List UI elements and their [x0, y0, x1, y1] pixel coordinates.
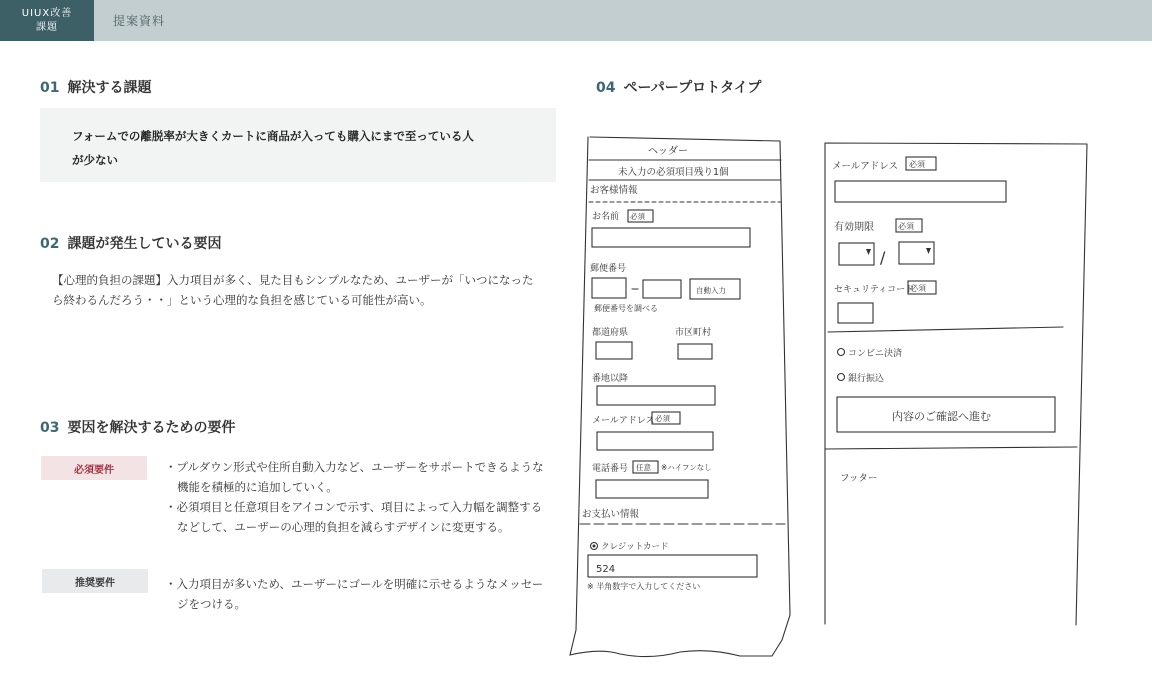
- recommended-badge: 推奨要件: [42, 569, 148, 593]
- category-tag: [0, 0, 94, 41]
- section-04-number: 04: [596, 80, 616, 96]
- sketch-required-tag-text: 必須: [655, 414, 670, 423]
- category-tag-line2: 課題: [36, 21, 58, 33]
- section-01-title: 解決する課題: [67, 80, 152, 96]
- sketch-radio: [838, 349, 845, 356]
- sketch-radio: [838, 374, 845, 381]
- sketch-optional-tag-text: 任意: [636, 463, 651, 472]
- sketch-bank-label: 銀行振込: [848, 374, 885, 384]
- paper-prototype-sketch: [566, 130, 1096, 665]
- sketch-address-field: [597, 386, 715, 405]
- sketch-no-hyphen-note: ※ハイフンなし: [661, 463, 712, 472]
- sketch-postal-field: [643, 280, 681, 298]
- sketch-half-width-note: ※ 半角数字で入力してください: [587, 582, 701, 591]
- sketch-slash: /: [880, 248, 886, 267]
- sketch-city-label: 市区町村: [675, 328, 712, 338]
- sketch-canvas: [566, 130, 1096, 665]
- right-sheet-outline: [825, 143, 1087, 625]
- dropdown-arrow-icon: [926, 248, 931, 254]
- required-item: ・プルダウン形式や住所自動入力など、ユーザーをサポートできるような機能を積極的に追加していく。: [165, 460, 544, 494]
- sketch-required-tag-text: 必須: [909, 160, 925, 169]
- sketch-city-field: [678, 344, 712, 359]
- sketch-radio-dot: [593, 545, 596, 548]
- required-badge: 必須要件: [41, 456, 147, 480]
- section-04-heading: [596, 77, 761, 97]
- sketch-postal-lookup: 郵便番号を調べる: [594, 304, 658, 313]
- required-list: [165, 457, 545, 537]
- sketch-name-label: お名前: [592, 212, 620, 222]
- sketch-email-field: [597, 432, 713, 450]
- sketch-phone-label: 電話番号: [592, 464, 629, 474]
- document-title: 提案資料: [113, 14, 166, 28]
- sketch-card-value: 524: [596, 564, 616, 575]
- sketch-header: ヘッダー: [648, 146, 688, 157]
- section-04-title: ペーパープロトタイプ: [623, 80, 762, 96]
- recommended-list: [165, 574, 545, 614]
- section-02-heading: [40, 233, 221, 253]
- sketch-security-label: セキュリティコード: [834, 285, 915, 295]
- sketch-required-tag-text: 必須: [630, 212, 645, 221]
- sketch-credit-card-label: クレジットカード: [601, 542, 669, 552]
- problem-box: [40, 108, 556, 182]
- sketch-required-tag-text: 必須: [910, 284, 926, 293]
- sketch-name-field: [592, 228, 750, 247]
- section-01-number: 01: [40, 80, 60, 96]
- divider: [828, 327, 1063, 332]
- sketch-payment-section: お支払い情報: [582, 509, 640, 520]
- sketch-security-field: [838, 303, 873, 323]
- sketch-r-email-label: メールアドレス: [832, 161, 899, 172]
- sketch-email-label: メールアドレス: [592, 416, 655, 426]
- problem-text-line1: フォームでの離脱率が大きくカートに商品が入っても購入にまで至っている人: [72, 129, 474, 143]
- problem-text-line2: が少ない: [72, 153, 118, 167]
- section-03-heading: [40, 417, 235, 437]
- section-03-title: 要因を解決するための要件: [67, 420, 236, 436]
- sketch-prefecture-label: 都道府県: [592, 328, 629, 338]
- section-03-number: 03: [40, 420, 60, 436]
- sketch-confirm-button-text: 内容のご確認へ進む: [892, 410, 991, 423]
- sketch-auto-input-text: 自動入力: [696, 286, 726, 295]
- sketch-address-label: 番地以降: [592, 374, 629, 384]
- sketch-r-email-field: [835, 181, 1006, 202]
- top-bar: [0, 0, 1152, 41]
- sketch-postal-label: 郵便番号: [590, 264, 627, 274]
- cause-text: [52, 270, 562, 310]
- sketch-customer-section: お客様情報: [590, 185, 638, 196]
- cause-text-line1: 【心理的負担の課題】入力項目が多く、見た目もシンプルなため、ユーザーが「いつになった: [52, 273, 534, 287]
- sketch-footer-label: フッター: [840, 473, 878, 484]
- sketch-required-tag-text: 必須: [898, 222, 914, 231]
- section-02-number: 02: [40, 236, 60, 252]
- sketch-convenience-label: コンビニ決済: [848, 349, 903, 359]
- section-02-title: 課題が発生している要因: [67, 236, 222, 252]
- required-item: ・必須項目と任意項目をアイコンで示す、項目によって入力幅を調整するなどして、ユーザーの心理的負担を減らすデザインに変更する。: [165, 500, 543, 534]
- recommended-item: ・入力項目が多いため、ユーザーにゴールを明確に示せるようなメッセージをつける。: [165, 577, 544, 611]
- sketch-postal-field: [592, 278, 626, 298]
- sketch-expiry-label: 有効期限: [834, 222, 874, 233]
- sketch-phone-field: [596, 480, 708, 498]
- divider: [825, 447, 1077, 449]
- dropdown-arrow-icon: [866, 249, 871, 255]
- sketch-notice: 未入力の必須項目残り1個: [618, 167, 729, 178]
- sketch-prefecture-field: [596, 342, 632, 359]
- category-tag-line1: UIUX改善: [21, 7, 73, 19]
- cause-text-line2: ら終わるんだろう・・」という心理的な負担を感じている可能性が高い。: [52, 293, 432, 307]
- section-01-heading: [40, 77, 151, 97]
